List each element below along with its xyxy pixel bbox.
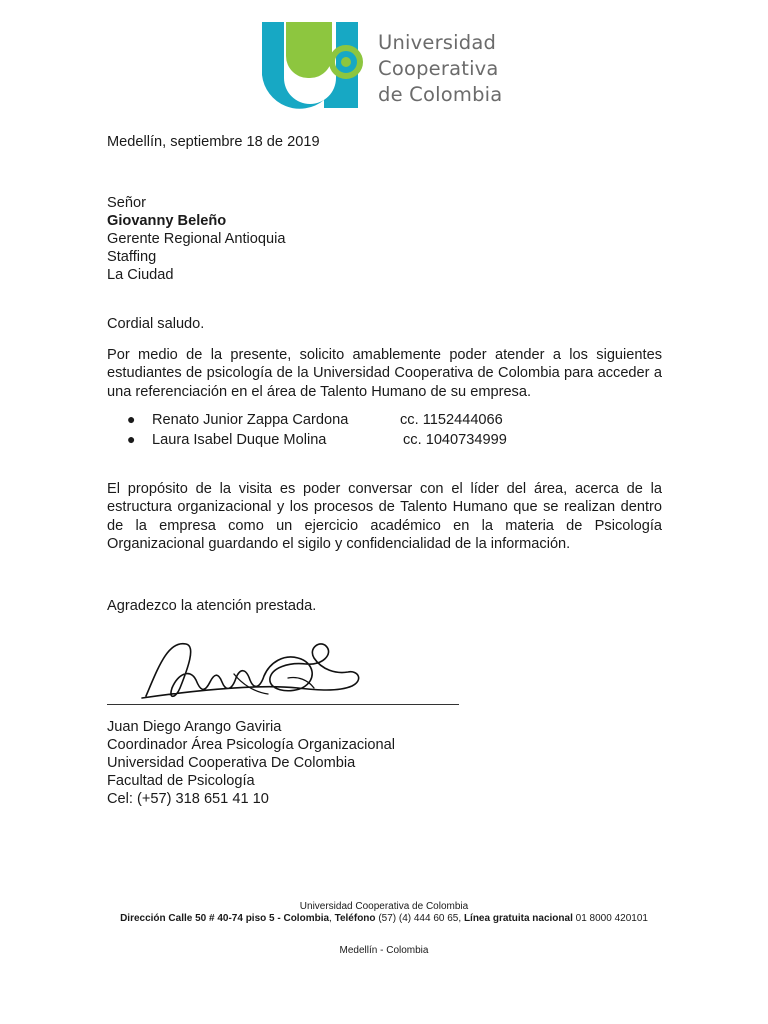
student-id: cc. 1152444066 bbox=[400, 412, 503, 428]
footer-contact: Dirección Calle 50 # 40-74 piso 5 - Colombia, Teléfono (57) (4) 444 60 65, Línea gratuita nacional 01 8000 420101 bbox=[120, 913, 648, 924]
closing: Agradezco la atención prestada. bbox=[107, 598, 317, 614]
recipient-role: Gerente Regional Antioquia bbox=[107, 231, 286, 247]
paragraph-purpose: El propósito de la visita es poder conversar con el líder del área, acerca de la estructura organizacional y los procesos de Talento Humano que se realizan dentro de la empresa como un ejercicio académico en la materia de Psicología Organizacional guardando el sigilo y confidencialidad de la información. bbox=[107, 481, 662, 552]
bullet-icon: ● bbox=[127, 411, 136, 427]
sender-name: Juan Diego Arango Gaviria bbox=[107, 719, 282, 735]
recipient-city: La Ciudad bbox=[107, 267, 174, 283]
footer-free-line-label: Línea gratuita nacional bbox=[463, 913, 573, 924]
footer-free-line-value: 01 8000 420101 bbox=[575, 913, 648, 924]
footer-phone-label: Teléfono bbox=[334, 913, 376, 924]
signature-line bbox=[107, 704, 459, 705]
student-name: Renato Junior Zappa Cardona bbox=[152, 412, 349, 428]
logo-wordmark bbox=[378, 30, 502, 108]
ucc-logo-mark-icon bbox=[262, 20, 372, 115]
list-item bbox=[107, 412, 667, 432]
sender-role: Coordinador Área Psicología Organizacional bbox=[107, 737, 395, 753]
sender-faculty: Facultad de Psicología bbox=[107, 773, 255, 789]
students-list bbox=[107, 412, 667, 452]
letter-date: Medellín, septiembre 18 de 2019 bbox=[107, 134, 320, 150]
greeting: Cordial saludo. bbox=[107, 316, 205, 332]
student-name: Laura Isabel Duque Molina bbox=[152, 432, 327, 448]
sender-phone: Cel: (+57) 318 651 41 10 bbox=[107, 791, 269, 807]
sender-institution: Universidad Cooperativa De Colombia bbox=[107, 755, 356, 771]
recipient-company: Staffing bbox=[107, 249, 157, 265]
list-item bbox=[107, 432, 667, 452]
footer-phone-value: (57) (4) 444 60 65 bbox=[378, 913, 459, 924]
recipient-name: Giovanny Beleño bbox=[107, 213, 227, 229]
bullet-icon: ● bbox=[127, 431, 136, 447]
salutation-title: Señor bbox=[107, 195, 146, 211]
logo-line-3: de Colombia bbox=[378, 83, 503, 106]
logo-line-1: Universidad bbox=[378, 31, 497, 54]
footer-org: Universidad Cooperativa de Colombia bbox=[299, 901, 469, 912]
logo-line-2: Cooperativa bbox=[378, 57, 499, 80]
handwritten-signature bbox=[138, 628, 378, 708]
student-id: cc. 1040734999 bbox=[403, 432, 507, 448]
paragraph-request: Por medio de la presente, solicito amablemente poder atender a los siguientes estudiantes de psicología de la Universidad Cooperativa de Colombia para acceder a una referenciación en el área de Talento Humano de su empresa. bbox=[107, 347, 662, 400]
university-logo bbox=[262, 20, 522, 115]
footer-address: Dirección Calle 50 # 40-74 piso 5 - Colombia bbox=[120, 913, 330, 924]
footer-city: Medellín - Colombia bbox=[339, 945, 429, 956]
